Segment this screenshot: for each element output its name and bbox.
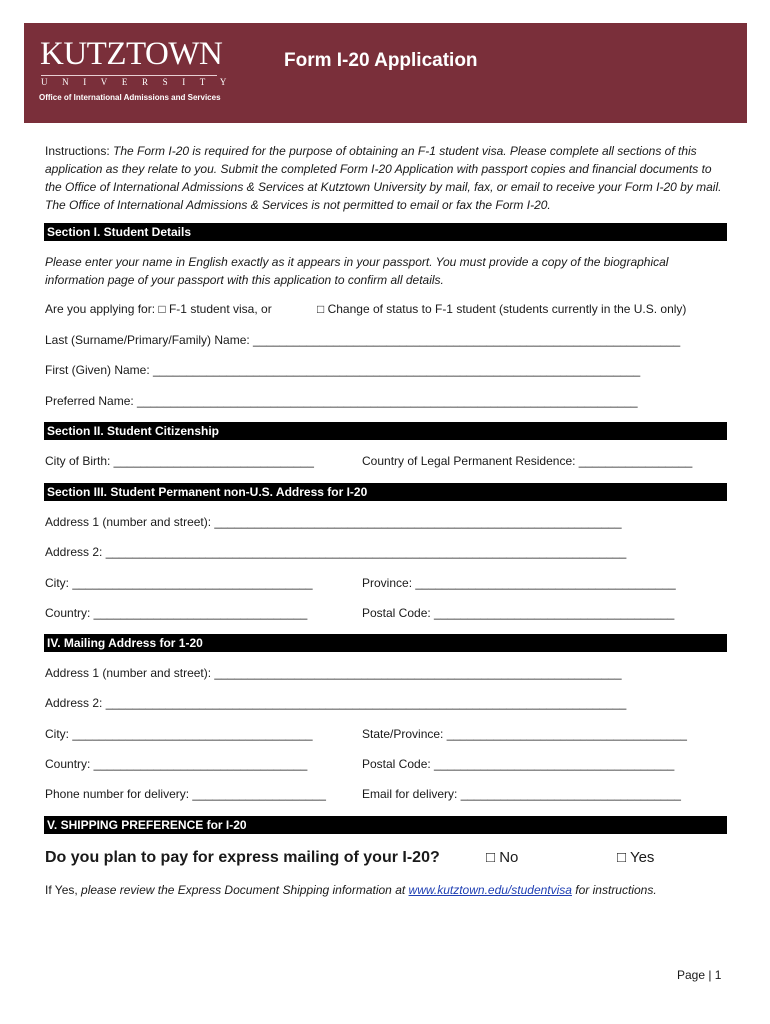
university-logo: KUTZTOWN — [40, 36, 223, 72]
logo-divider — [41, 75, 217, 76]
change-status-checkbox[interactable]: □ Change of status to F-1 student (students currently in the U.S. only) — [317, 302, 687, 316]
if-yes-text: please review the Express Document Shipping information at — [81, 883, 409, 897]
first-name-field[interactable]: First (Given) Name: _________________________________________________________________________ — [45, 363, 641, 377]
section-1-header: Section I. Student Details — [44, 223, 727, 241]
delivery-phone-field[interactable]: Phone number for delivery: ____________________ — [45, 787, 326, 801]
permanent-city-field[interactable]: City: ____________________________________ — [45, 576, 313, 590]
section-5-header: V. SHIPPING PREFERENCE for I-20 — [44, 816, 727, 834]
instructions-label: Instructions: — [45, 144, 114, 158]
page-title: Form I-20 Application — [284, 50, 478, 71]
mailing-state-field[interactable]: State/Province: ____________________________________ — [362, 727, 687, 741]
instructions — [45, 142, 725, 214]
instructions-body: The Form I-20 is required for the purpose of obtaining an F-1 student visa. Please complete all sections of this application as they relate to you. Submit the completed Form I-20 Application with passport copies and financial documents to the Office of International Admissions & Services at Kutztown University by mail, fax, or email to receive your Form I-20 by mail. The Office of International Admissions & Services is not permitted to email or fax the Form I-20. — [45, 144, 722, 212]
name-note-line-2: information page of your passport with this application to confirm all details. — [45, 273, 444, 287]
mailing-address-1-field[interactable]: Address 1 (number and street): _____________________________________________________________ — [45, 666, 622, 680]
country-residence-field[interactable]: Country of Legal Permanent Residence: _________________ — [362, 454, 693, 468]
mailing-postal-field[interactable]: Postal Code: ____________________________________ — [362, 757, 675, 771]
mailing-city-field[interactable]: City: ____________________________________ — [45, 727, 313, 741]
express-yes-checkbox[interactable]: □ Yes — [617, 849, 655, 866]
mailing-address-2-field[interactable]: Address 2: ______________________________________________________________________________ — [45, 696, 627, 710]
permanent-postal-field[interactable]: Postal Code: ____________________________________ — [362, 606, 675, 620]
name-note-line-1: Please enter your name in English exactly as it appears in your passport. You must provide a copy of the biographical — [45, 255, 669, 269]
section-4-header: IV. Mailing Address for 1-20 — [44, 634, 727, 652]
permanent-address-1-field[interactable]: Address 1 (number and street): _____________________________________________________________ — [45, 515, 622, 529]
express-mail-question: Do you plan to pay for express mailing of your I-20? — [45, 849, 440, 866]
permanent-province-field[interactable]: Province: _______________________________________ — [362, 576, 676, 590]
express-shipping-note — [45, 881, 657, 899]
f1-visa-checkbox[interactable]: Are you applying for: □ F-1 student visa, or — [45, 302, 272, 316]
if-yes-suffix: for instructions. — [571, 883, 657, 897]
office-name: Office of International Admissions and Services — [39, 93, 221, 102]
express-no-checkbox[interactable]: □ No — [486, 849, 519, 866]
page-number: Page | 1 — [677, 968, 722, 982]
if-yes-prefix: If Yes, — [45, 883, 82, 897]
permanent-address-2-field[interactable]: Address 2: ______________________________________________________________________________ — [45, 545, 627, 559]
student-visa-link[interactable]: www.kutztown.edu/studentvisa — [408, 883, 572, 897]
delivery-email-field[interactable]: Email for delivery: _________________________________ — [362, 787, 681, 801]
logo-subtitle: UNIVERSITY — [41, 77, 241, 87]
mailing-country-field[interactable]: Country: ________________________________ — [45, 757, 308, 771]
last-name-field[interactable]: Last (Surname/Primary/Family) Name: ________________________________________________________________ — [45, 333, 681, 347]
section-2-header: Section II. Student Citizenship — [44, 422, 727, 440]
permanent-country-field[interactable]: Country: ________________________________ — [45, 606, 308, 620]
section-3-header: Section III. Student Permanent non-U.S. Address for I-20 — [44, 483, 727, 501]
city-of-birth-field[interactable]: City of Birth: ______________________________ — [45, 454, 314, 468]
preferred-name-field[interactable]: Preferred Name: ___________________________________________________________________________ — [45, 394, 638, 408]
